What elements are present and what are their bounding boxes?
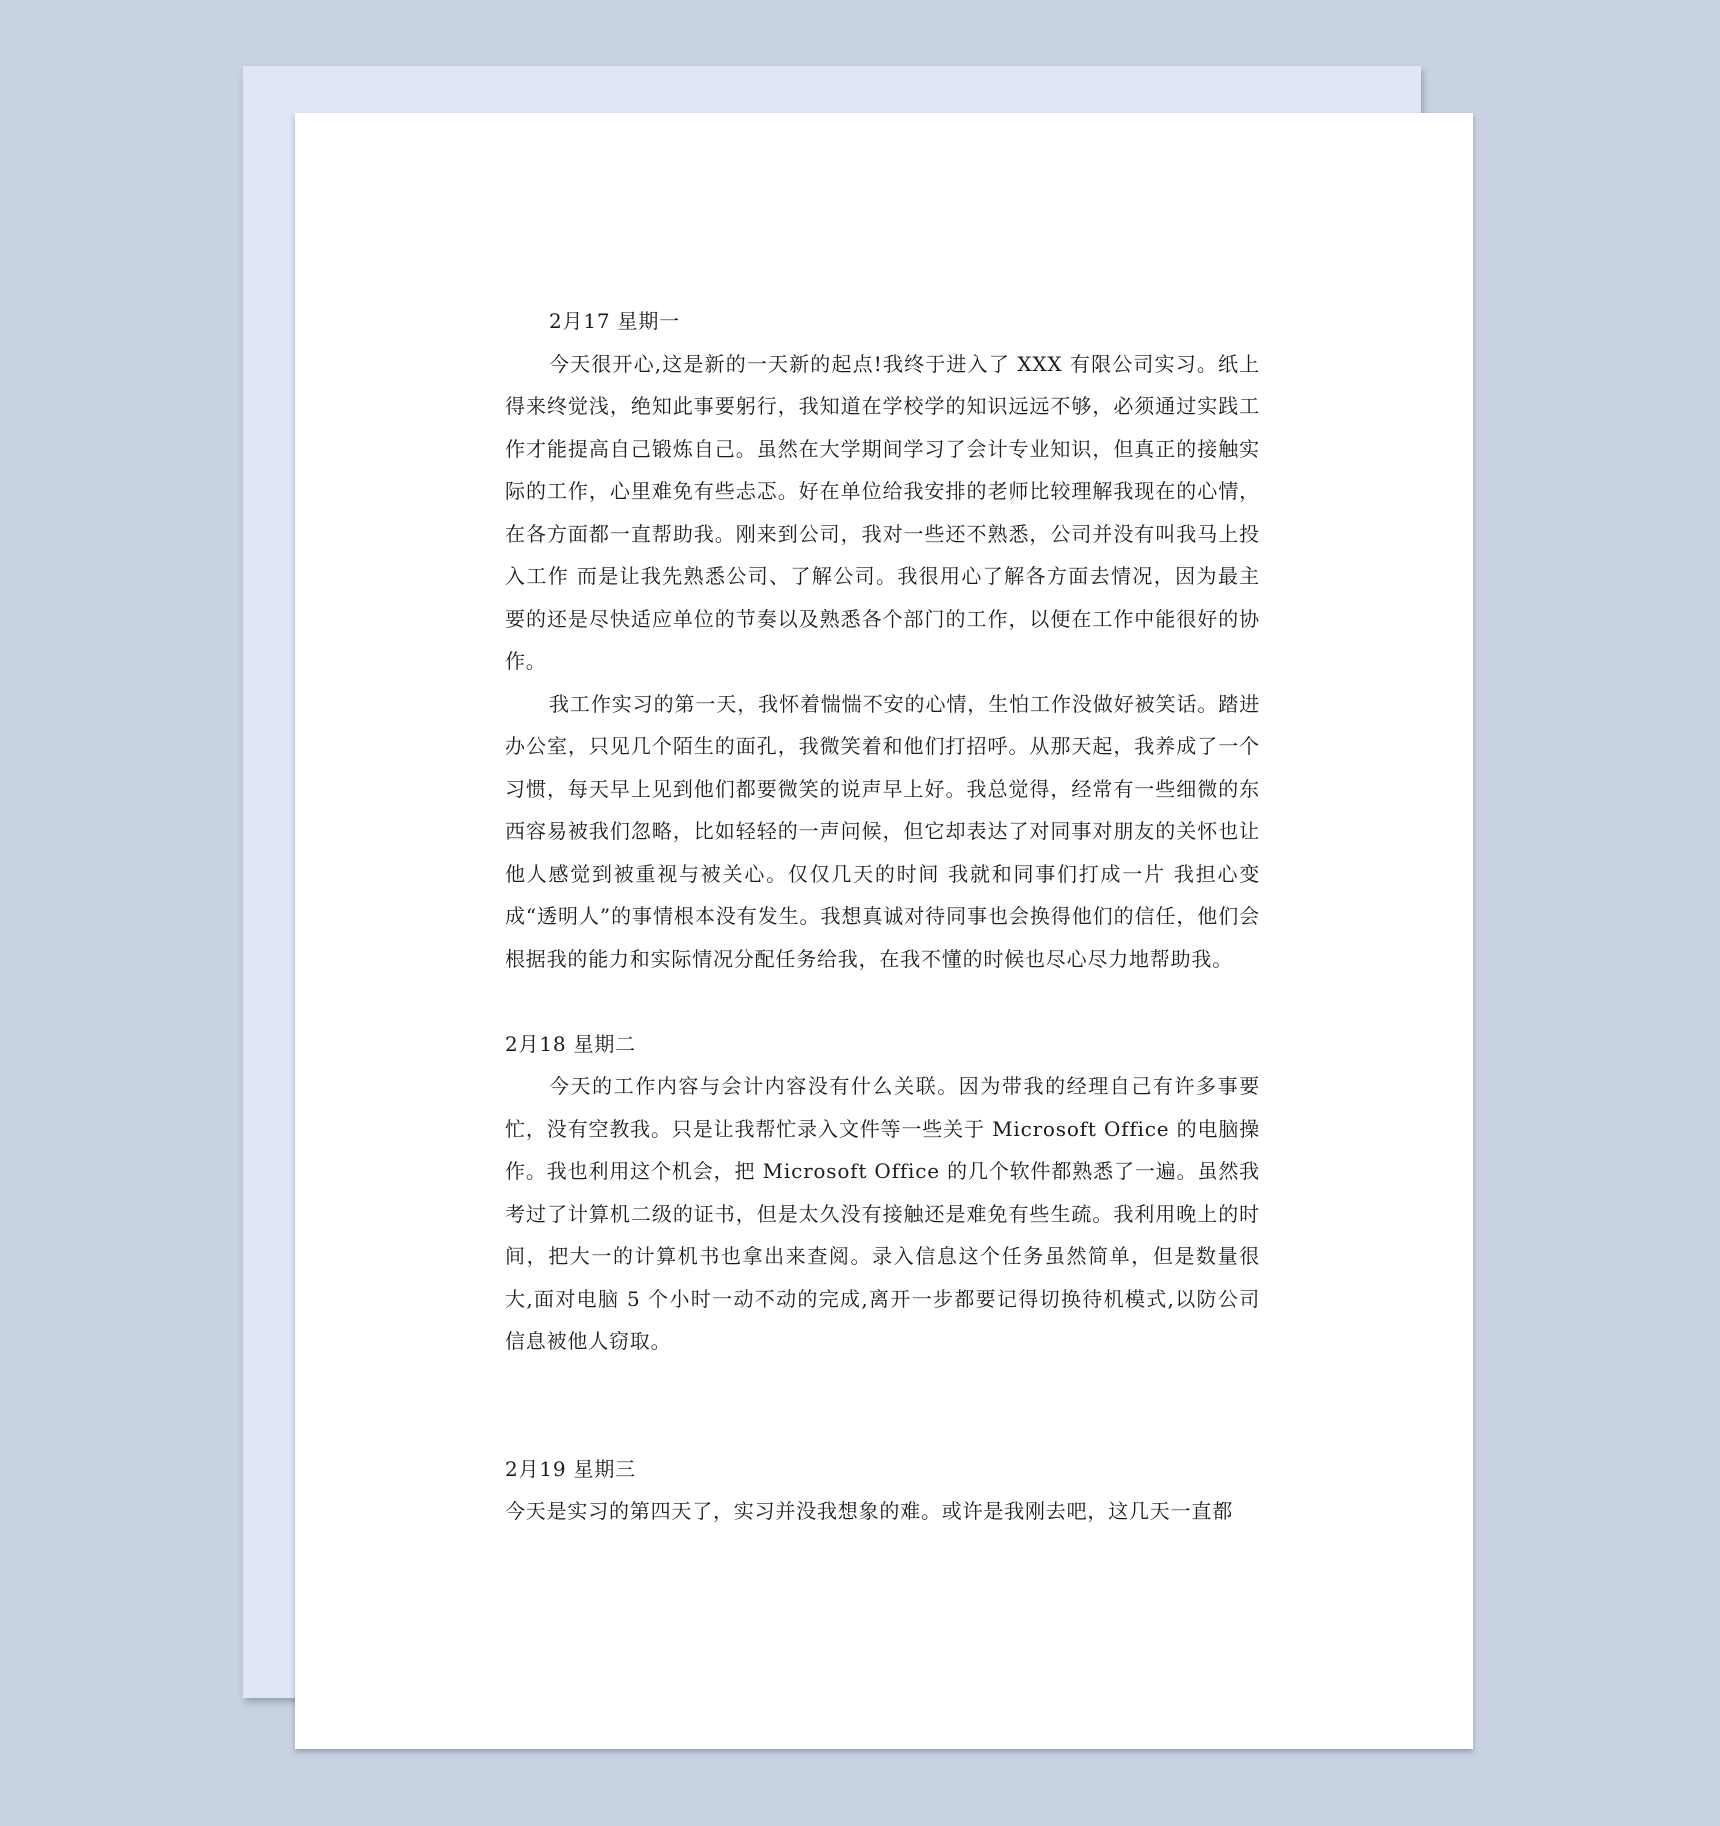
spacer [505,980,1260,1023]
entry-paragraph: 今天的工作内容与会计内容没有什么关联。因为带我的经理自己有许多事要忙，没有空教我。只是让我帮忙录入文件等一些关于 Microsoft Office 的电脑操作。我也利用这个机会，把 Microsoft Office 的几个软件都熟悉了一遍。虽然我考过了计算机二级的证书，但是太久没有接触还是难免有些生疏。我利用晚上的时间，把大一的计算机书也拿出来查阅。录入信息这个任务虽然简单，但是数量很大,面对电脑 5 个小时一动不动的完成,离开一步都要记得切换待机模式,以防公司信息被他人窃取。 [505,1074,1260,1353]
entry-paragraph: 今天是实习的第四天了，实习并没我想象的难。或许是我刚去吧，这几天一直都 [505,1499,1233,1523]
entry-date: 2月19 星期三 [505,1456,636,1481]
entry-feb-18 [505,1023,1260,1363]
entry-paragraph: 我工作实习的第一天，我怀着惴惴不安的心情，生怕工作没做好被笑话。踏进办公室，只见几个陌生的面孔，我微笑着和他们打招呼。从那天起，我养成了一个习惯，每天早上见到他们都要微笑的说声早上好。我总觉得，经常有一些细微的东西容易被我们忽略，比如轻轻的一声问候，但它却表达了对同事对朋友的关怀也让他人感觉到被重视与被关心。仅仅几天的时间 我就和同事们打成一片 我担心变成“透明人”的事情根本没有发生。我想真诚对待同事也会换得他们的信任，他们会根据我的能力和实际情况分配任务给我，在我不懂的时候也尽心尽力地帮助我。 [505,691,1260,971]
entry-feb-19 [505,1448,1260,1533]
entry-paragraph: 今天很开心,这是新的一天新的起点!我终于进入了 XXX 有限公司实习。纸上得来终觉浅，绝知此事要躬行，我知道在学校学的知识远远不够，必须通过实践工作才能提高自己锻炼自己。虽然在大学期间学习了会计专业知识，但真正的接触实际的工作，心里难免有些忐忑。好在单位给我安排的老师比较理解我现在的心情，在各方面都一直帮助我。刚来到公司，我对一些还不熟悉，公司并没有叫我马上投入工作 而是让我先熟悉公司、了解公司。我很用心了解各方面去情况，因为最主要的还是尽快适应单位的节奏以及熟悉各个部门的工作，以便在工作中能很好的协作。 [505,351,1260,673]
entry-date: 2月18 星期二 [505,1031,636,1056]
spacer [505,1363,1260,1448]
document-body [505,300,1260,1533]
entry-feb-17 [505,300,1260,980]
entry-date: 2月17 星期一 [549,309,680,333]
